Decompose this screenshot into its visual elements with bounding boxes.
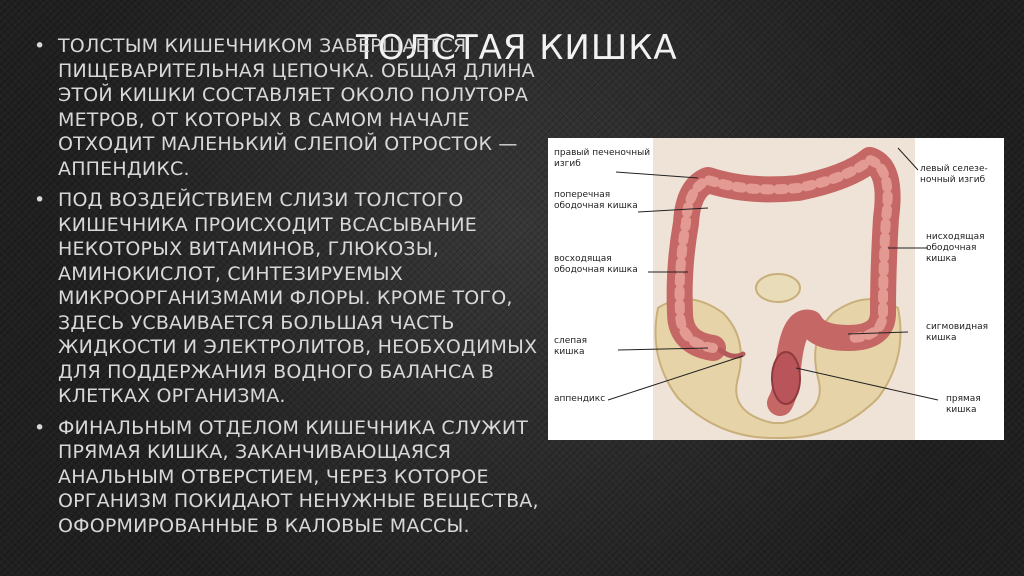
bullet-text: ПОД ВОЗДЕЙСТВИЕМ СЛИЗИ ТОЛСТОГО КИШЕЧНИКА ПРОИСХОДИТ ВСАСЫВАНИЕ НЕКОТОРЫХ ВИТАМИНОВ, ГЛЮКОЗЫ, АМИНОКИСЛОТ, СИНТЕЗИРУЕМЫХ МИКРООРГАНИЗМАМИ ФЛОРЫ. КРОМЕ ТОГО, ЗДЕСЬ УСВАИВАЕТСЯ БОЛЬШАЯ ЧАСТЬ ЖИДКОСТИ И ЭЛЕКТРОЛИТОВ, НЕОБХОДИМЫХ ДЛЯ ПОДДЕРЖАНИЯ ВОДНОГО БАЛАНСА В КЛЕТКАХ ОРГАНИЗМА. [58,189,538,407]
rectum-shape [772,352,800,404]
bullet-list [34,34,554,545]
label-appendix: аппендикс [554,394,606,404]
label-cecum: слепая кишка [554,336,588,357]
bullet-item [34,188,554,409]
label-rectum: прямая кишка [946,394,981,415]
bullet-dot-icon: • [34,416,46,439]
bullet-dot-icon: • [34,189,46,211]
sacrum [756,274,800,302]
slide-title: ТОЛСТАЯ КИШКА [356,28,678,68]
label-descending-colon: нисходящая ободочная кишка [926,232,985,264]
colon-anatomy-figure [548,138,1004,440]
bullet-text: ФИНАЛЬНЫМ ОТДЕЛОМ КИШЕЧНИКА СЛУЖИТ ПРЯМАЯ КИШКА, ЗАКАНЧИВАЮЩАЯСЯ АНАЛЬНЫМ ОТВЕРСТИЕМ, ЧЕРЕЗ КОТОРОЕ ОРГАНИЗМ ПОКИДАЮТ НЕНУЖНЫЕ ВЕЩЕСТВА, ОФОРМИРОВАННЫЕ В КАЛОВЫЕ МАССЫ. [58,416,539,537]
label-transverse-colon: поперечная ободочная кишка [554,190,638,211]
bullet-text: ТОЛСТЫМ КИШЕЧНИКОМ ЗАВЕРШАЕТСЯ ПИЩЕВАРИТЕЛЬНАЯ ЦЕПОЧКА. ОБЩАЯ ДЛИНА ЭТОЙ КИШКИ СОСТАВЛЯЕТ ОКОЛО ПОЛУТОРА МЕТРОВ, ОТ КОТОРЫХ В САМОМ НАЧАЛЕ ОТХОДИТ МАЛЕНЬКИЙ СЛЕПОЙ ОТРОСТОК — АППЕНДИКС. [58,35,535,180]
label-left-splenic-flexure: левый селезе- ночный изгиб [920,164,988,185]
bullet-dot-icon: • [34,35,46,57]
label-right-hepatic-flexure: правый печеночный изгиб [554,148,651,169]
label-ascending-colon: восходящая ободочная кишка [554,254,638,275]
label-sigmoid-colon: сигмовидная кишка [926,322,989,343]
bullet-item [34,34,554,181]
bullet-item [34,416,554,539]
